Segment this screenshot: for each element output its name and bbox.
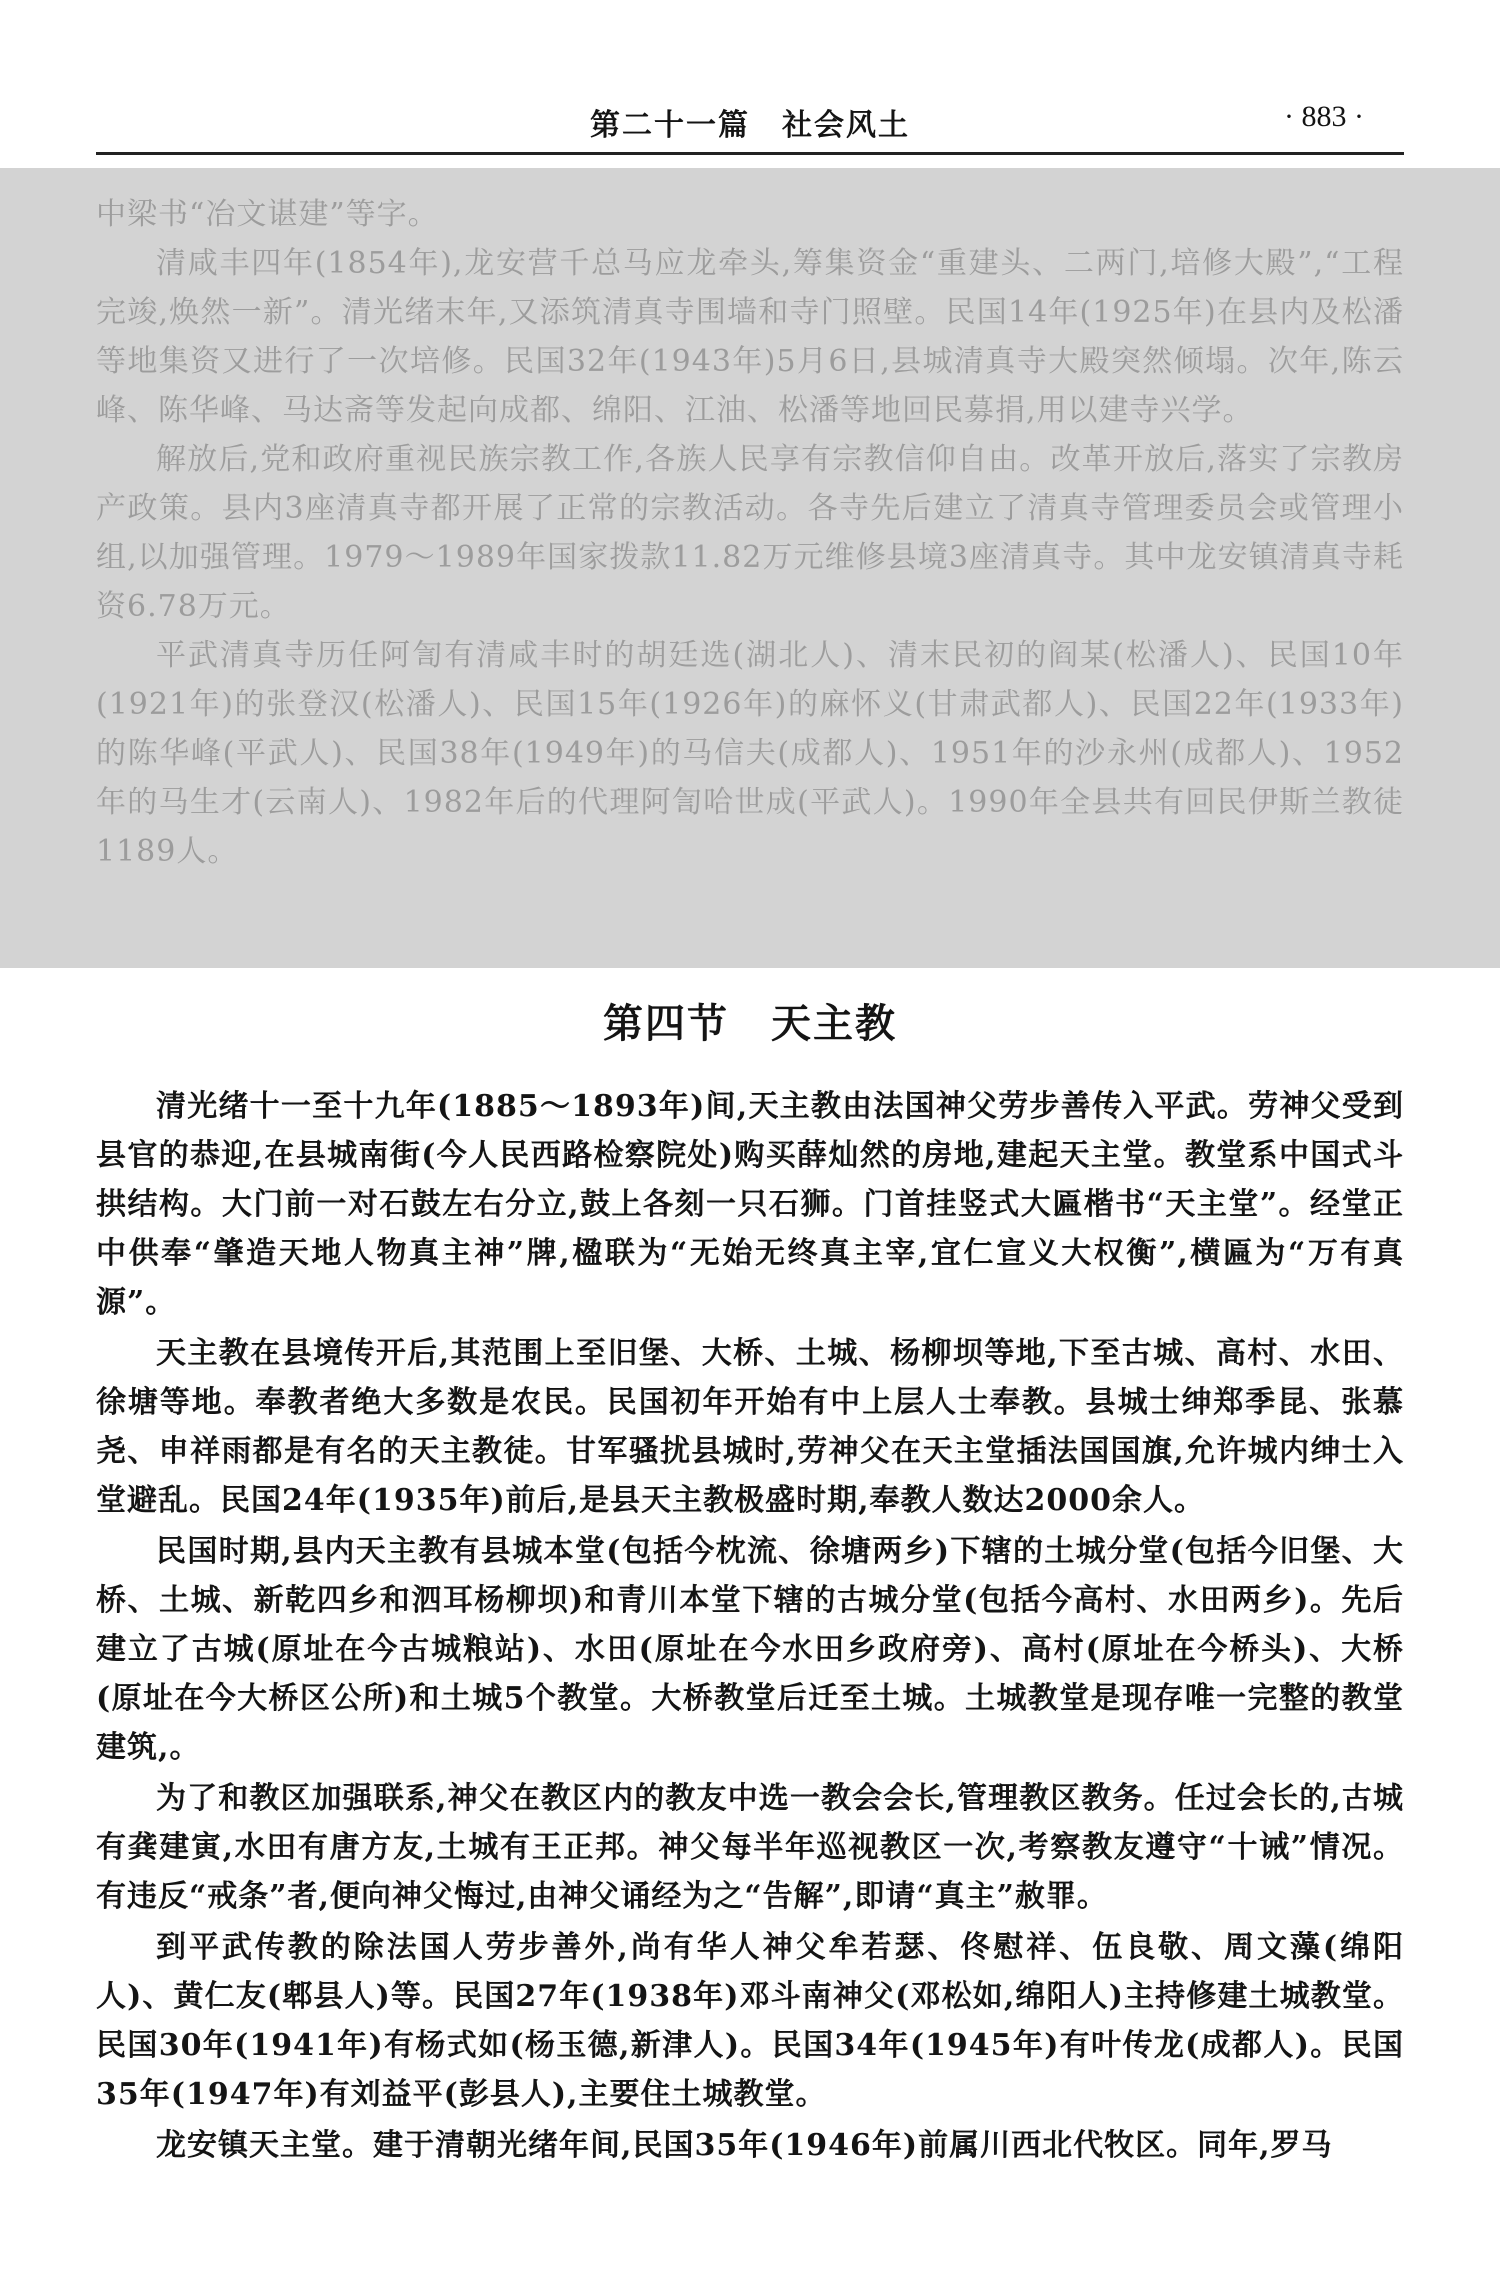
chapter-title: 第二十一篇 社会风土 (590, 108, 910, 143)
paragraph: 清光绪十一至十九年(1885～1893年)间,天主教由法国神父劳步善传入平武。劳神父受到县官的恭迎,在县城南街(今人民西路检察院处)购买薛灿然的房地,建起天主堂。教堂系中国式斗拱结构。大门前一对石鼓左右分立,鼓上各刻一只石狮。门首挂竖式大匾楷书“天主堂”。经堂正中供奉“肇造天地人物真主神”牌,楹联为“无始无终真主宰,宜仁宣义大权衡”,横匾为“万有真源”。 (96, 1089, 1404, 1320)
paragraph: 龙安镇天主堂。建于清朝光绪年间,民国35年(1946年)前属川西北代牧区。同年,罗马 (156, 2128, 1333, 2163)
paragraph: 解放后,党和政府重视民族宗教工作,各族人民享有宗教信仰自由。改革开放后,落实了宗教房产政策。县内3座清真寺都开展了正常的宗教活动。各寺先后建立了清真寺管理委员会或管理小组,以加强管理。1979～1989年国家拨款11.82万元维修县境3座清真寺。其中龙安镇清真寺耗资6.78万元。 (96, 442, 1404, 624)
running-header (96, 88, 1404, 155)
section-heading: 第四节 天主教 (603, 1001, 897, 1047)
paragraph: 清咸丰四年(1854年),龙安营千总马应龙牵头,筹集资金“重建头、二两门,培修大殿”,“工程完竣,焕然一新”。清光绪末年,又添筑清真寺围墙和寺门照壁。民国14年(1925年)在县内及松潘等地集资又进行了一次培修。民国32年(1943年)5月6日,县城清真寺大殿突然倾塌。次年,陈云峰、陈华峰、马达斋等发起向成都、绵阳、江油、松潘等地回民募捐,用以建寺兴学。 (96, 246, 1404, 428)
faded-text-block (0, 168, 1500, 968)
paragraph: 民国时期,县内天主教有县城本堂(包括今枕流、徐塘两乡)下辖的土城分堂(包括今旧堡、大桥、土城、新乾四乡和泗耳杨柳坝)和青川本堂下辖的古城分堂(包括今高村、水田两乡)。先后建立了古城(原址在今古城粮站)、水田(原址在今水田乡政府旁)、高村(原址在今桥头)、大桥(原址在今大桥区公所)和土城5个教堂。大桥教堂后迁至土城。土城教堂是现存唯一完整的教堂建筑,。 (96, 1534, 1404, 1765)
paragraph: 平武清真寺历任阿訇有清咸丰时的胡廷选(湖北人)、清末民初的阎某(松潘人)、民国10年(1921年)的张登汉(松潘人)、民国15年(1926年)的麻怀义(甘肃武都人)、民国22年(1933年)的陈华峰(平武人)、民国38年(1949年)的马信夫(成都人)、1951年的沙永州(成都人)、1952年的马生才(云南人)、1982年后的代理阿訇哈世成(平武人)。1990年全县共有回民伊斯兰教徒1189人。 (96, 638, 1404, 869)
paragraph: 到平武传教的除法国人劳步善外,尚有华人神父牟若瑟、佟慰祥、伍良敬、周文藻(绵阳人)、黄仁友(郫县人)等。民国27年(1938年)邓斗南神父(邓松如,绵阳人)主持修建土城教堂。民国30年(1941年)有杨式如(杨玉德,新津人)。民国34年(1945年)有叶传龙(成都人)。民国35年(1947年)有刘益平(彭县人),主要住土城教堂。 (96, 1930, 1404, 2112)
page-number: · 883 · (1284, 100, 1364, 133)
paragraph: 天主教在县境传开后,其范围上至旧堡、大桥、土城、杨柳坝等地,下至古城、高村、水田、徐塘等地。奉教者绝大多数是农民。民国初年开始有中上层人士奉教。县城士绅郑季昆、张慕尧、申祥雨都是有名的天主教徒。甘军骚扰县城时,劳神父在天主堂插法国国旗,允许城内绅士入堂避乱。民国24年(1935年)前后,是县天主教极盛时期,奉教人数达2000余人。 (96, 1336, 1404, 1518)
paragraph: 为了和教区加强联系,神父在教区内的教友中选一教会会长,管理教区教务。任过会长的,古城有龚建寅,水田有唐方友,土城有王正邦。神父每半年巡视教区一次,考察教友遵守“十诫”情况。有违反“戒条”者,便向神父悔过,由神父诵经为之“告解”,即请“真主”赦罪。 (96, 1781, 1404, 1914)
main-text (96, 1082, 1404, 2172)
paragraph: 中梁书“冶文谌建”等字。 (96, 197, 439, 232)
